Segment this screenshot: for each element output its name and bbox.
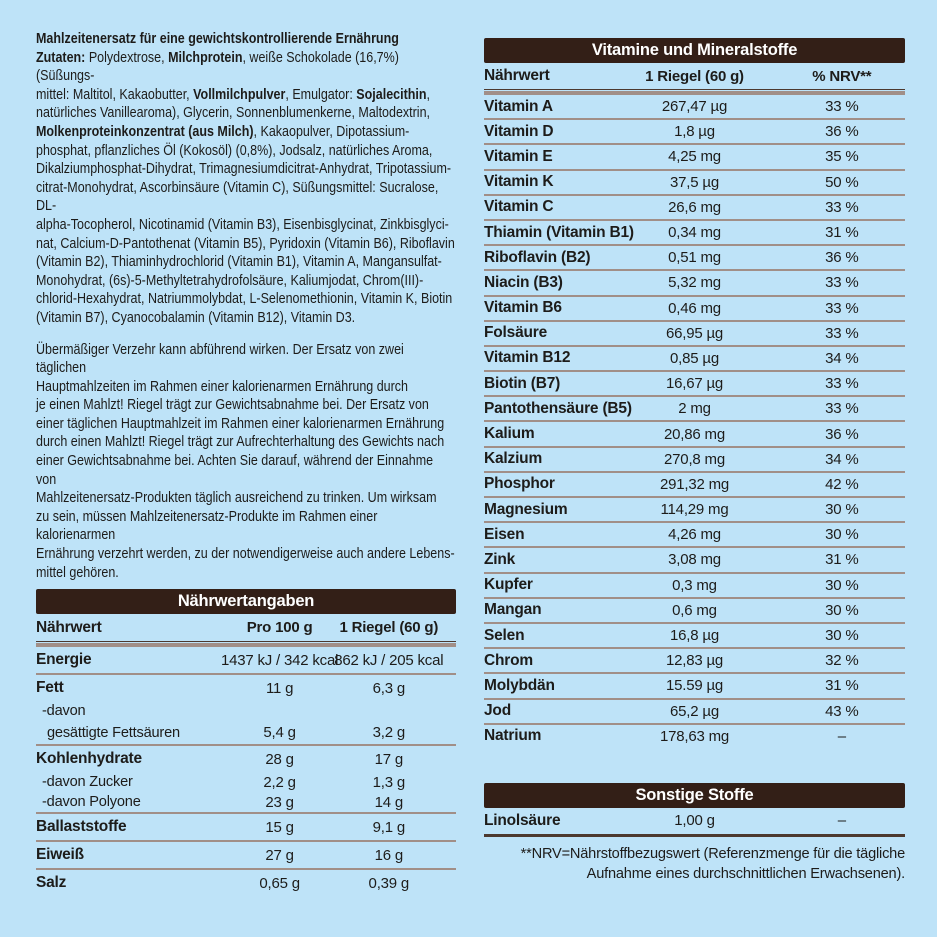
other-substances-table xyxy=(484,783,905,837)
row-label: Salz xyxy=(36,874,67,891)
row-value-nrv: 36 % xyxy=(825,425,859,443)
row-value-nrv: 30 % xyxy=(825,501,859,519)
row-value-nrv: – xyxy=(837,727,846,745)
row-value-nrv: 50 % xyxy=(825,173,859,191)
row-label: -davon Zucker xyxy=(42,774,133,790)
row-value-amount: 16,8 µg xyxy=(670,627,719,645)
row-value-per-100g: 23 g xyxy=(265,793,294,811)
table-row xyxy=(36,675,456,701)
row-value-amount: 291,32 mg xyxy=(659,475,730,493)
row-label: Vitamin B12 xyxy=(484,349,571,367)
row-value-nrv: 33 % xyxy=(825,324,859,342)
row-value-nrv: 33 % xyxy=(825,400,859,418)
table-row xyxy=(484,649,905,674)
row-label: Biotin (B7) xyxy=(484,374,561,392)
row-label: Molybdän xyxy=(484,676,555,694)
table-row xyxy=(36,701,456,721)
table-row xyxy=(36,814,456,842)
row-label: Vitamin D xyxy=(484,122,554,140)
table-row xyxy=(484,674,905,699)
row-value-nrv: 32 % xyxy=(825,652,859,670)
row-value-nrv: 31 % xyxy=(825,224,859,242)
row-value-nrv: 30 % xyxy=(825,526,859,544)
row-value-nrv: 30 % xyxy=(825,601,859,619)
table-row xyxy=(484,246,905,271)
row-label: Folsäure xyxy=(484,324,548,342)
table-row xyxy=(484,271,905,296)
row-label: Kalzium xyxy=(484,450,543,468)
row-value-nrv: 33 % xyxy=(825,299,859,317)
row-value-amount: 4,26 mg xyxy=(668,526,721,544)
row-value-per-100g: 2,2 g xyxy=(263,773,296,791)
row-value-amount: 0,6 mg xyxy=(672,601,717,619)
row-value-amount: 178,63 mg xyxy=(659,727,730,745)
table-row xyxy=(36,647,456,675)
row-label: -davon xyxy=(42,703,86,719)
table-row xyxy=(484,574,905,599)
row-value-amount: 0,34 mg xyxy=(668,224,721,242)
nutrition-table-body xyxy=(36,647,456,896)
row-value-riegel: 9,1 g xyxy=(372,818,405,836)
column-header-riegel: 1 Riegel (60 g) xyxy=(339,619,439,636)
table-row xyxy=(484,523,905,548)
other-table-body xyxy=(484,808,905,837)
row-value-nrv: 42 % xyxy=(825,475,859,493)
row-value-nrv: 34 % xyxy=(825,349,859,367)
row-label: Vitamin A xyxy=(484,97,553,115)
table-row xyxy=(484,448,905,473)
row-label: Vitamin K xyxy=(484,173,554,191)
row-value-amount: 1,00 g xyxy=(674,812,715,830)
table-row xyxy=(36,870,456,896)
other-table-title-bar: Sonstige Stoffe xyxy=(484,783,905,808)
row-label: Kupfer xyxy=(484,576,533,594)
vitamins-table-body xyxy=(484,95,905,748)
row-value-amount: 267,47 µg xyxy=(661,98,728,116)
row-value-per-100g: 1437 kJ / 342 kcal xyxy=(220,651,339,669)
row-value-riegel: 16 g xyxy=(374,846,403,864)
row-value-amount: 4,25 mg xyxy=(668,148,721,166)
row-value-amount: 0,85 µg xyxy=(670,349,719,367)
row-value-nrv: – xyxy=(837,812,846,830)
row-value-per-100g: 11 g xyxy=(265,679,294,697)
row-value-amount: 12,83 µg xyxy=(665,652,724,670)
table-row xyxy=(484,145,905,170)
column-header-amount: 1 Riegel (60 g) xyxy=(645,67,744,85)
row-value-amount: 5,32 mg xyxy=(668,274,721,292)
row-value-per-100g: 27 g xyxy=(265,846,294,864)
row-label: Fett xyxy=(36,679,64,696)
nrv-footnote: **NRV=Nährstoffbezugswert (Referenzmenge für die tägliche Aufnahme eines durchschnittlichen Erwachsenen). xyxy=(520,845,905,882)
table-row xyxy=(484,624,905,649)
row-value-per-100g: 15 g xyxy=(265,818,294,836)
row-value-per-100g: 28 g xyxy=(265,750,294,768)
row-value-amount: 0,3 mg xyxy=(672,576,717,594)
row-value-riegel: 3,2 g xyxy=(372,724,405,741)
table-row xyxy=(484,297,905,322)
ingredients-paragraph: Mahlzeitenersatz für eine gewichtskontrollierende Ernährung Zutaten: Polydextrose, Milchprotein, weiße Schokolade (16,7%) (Süßungs- mittel: Maltitol, Kakaobutter, Vollmilchpulver, Emulgator: Sojalecithin, natürliches Vanillearoma), Glycerin, Sonnenblumenkerne, Maltodextrin, Molkenproteinkonzentrat (aus Milch), Kakaopulver, Dipotassium- phosphat, pflanzliches Öl (Kokosöl) (0,8%), Jodsalz, natürliches Aroma, Dikalziumphosphat-Dihydrat, Trimagnesiumdicitrat-Anhydrat, Tripotassium- citrat-Monohydrat, Ascorbinsäure (Vitamin C), Süßungsmittel: Sucralose, DL- alpha-Tocopherol, Nicotinamid (Vitamin B3), Eisenbisglycinat, Zinkbisglyci- nat, Calcium-D-Pantothenat (Vitamin B5), Pyridoxin (Vitamin B6), Riboflavin (Vitamin B2), Thiaminhydrochlorid (Vitamin B1), Vitamin A, Mangansulfat- Monohydrat, (6s)-5-Methyltetrahydrofolsäure, Kaliumjodat, Chrom(III)- chlorid-Hexahydrat, Natriummolybdat, L-Selenomethionin, Vitamin K, Biotin (Vitamin B7), Cyanocobalamin (Vitamin B12), Vitamin D3. xyxy=(36,31,455,326)
row-label: Kohlenhydrate xyxy=(36,750,142,767)
row-value-amount: 26,6 mg xyxy=(668,198,721,216)
row-value-amount: 20,86 mg xyxy=(664,425,725,443)
row-label: Mangan xyxy=(484,601,542,619)
row-label: Linolsäure xyxy=(484,811,561,829)
table-row xyxy=(484,221,905,246)
column-header-nrv: % NRV** xyxy=(812,67,872,85)
row-label: gesättigte Fettsäuren xyxy=(47,724,180,741)
row-value-amount: 2 mg xyxy=(678,400,711,418)
row-label: Eisen xyxy=(484,525,525,543)
table-row xyxy=(484,322,905,347)
table-row xyxy=(484,196,905,221)
column-header-nutrient: Nährwert xyxy=(484,67,550,84)
row-label: Kalium xyxy=(484,425,535,443)
advice-paragraph: Übermäßiger Verzehr kann abführend wirken. Der Ersatz von zwei täglichen Hauptmahlzeiten im Rahmen einer kalorienarmen Ernährung durch je einen Mahlzt! Riegel trägt zur Gewichtsabnahme bei. Der Ersatz von einer täglichen Hauptmahlzeit im Rahmen einer kalorienarmen Ernährung durch einen Mahlzt! Riegel trägt zur Aufrechterhaltung des Gewichts nach einer Gewichtsabnahme bei. Achten Sie darauf, während der Einnahme von Mahlzeitenersatz-Produkten täglich ausreichend zu trinken. Um wirksam zu sein, müssen Mahlzeitenersatz-Produkte im Rahmen einer kalorienarmen Ernährung verzehrt werden, zu der notwendigerweise auch andere Lebens- mittel gehören. xyxy=(36,341,455,581)
row-label: Thiamin (Vitamin B1) xyxy=(484,223,634,241)
row-value-nrv: 43 % xyxy=(825,702,859,720)
row-value-riegel: 14 g xyxy=(374,793,403,811)
table-row xyxy=(484,372,905,397)
row-value-riegel: 6,3 g xyxy=(372,679,405,697)
row-label: Jod xyxy=(484,702,511,720)
row-value-amount: 0,46 mg xyxy=(668,299,721,317)
table-row xyxy=(484,808,905,837)
row-value-nrv: 31 % xyxy=(825,551,859,569)
table-row xyxy=(484,422,905,447)
row-value-nrv: 33 % xyxy=(825,274,859,292)
row-value-amount: 114,29 mg xyxy=(660,501,729,519)
table-row xyxy=(484,347,905,372)
row-label: Chrom xyxy=(484,651,533,669)
row-value-amount: 3,08 mg xyxy=(668,551,721,569)
row-value-amount: 65,2 µg xyxy=(670,702,719,720)
row-value-nrv: 33 % xyxy=(825,198,859,216)
row-label: Energie xyxy=(36,651,92,668)
table-row xyxy=(36,721,456,746)
table-row xyxy=(484,700,905,725)
table-row xyxy=(36,792,456,814)
table-row xyxy=(484,599,905,624)
table-row xyxy=(484,498,905,523)
row-value-nrv: 31 % xyxy=(825,677,859,695)
nutrition-table-title-bar: Nährwertangaben xyxy=(36,589,456,614)
column-header-nutrient: Nährwert xyxy=(36,618,102,636)
row-value-amount: 66,95 µg xyxy=(665,324,724,342)
row-value-per-100g: 0,65 g xyxy=(259,874,300,892)
row-value-per-100g: 5,4 g xyxy=(263,724,296,741)
table-row xyxy=(36,746,456,772)
row-label: Zink xyxy=(484,550,516,568)
row-value-nrv: 33 % xyxy=(825,375,859,393)
row-label: Eiweiß xyxy=(36,846,84,863)
row-label: Vitamin E xyxy=(484,147,553,165)
column-header-per-100g: Pro 100 g xyxy=(246,619,313,636)
table-row xyxy=(484,171,905,196)
row-value-nrv: 36 % xyxy=(825,123,859,141)
row-label: Riboflavin (B2) xyxy=(484,248,591,266)
vitamins-table-title-bar: Vitamine und Mineralstoffe xyxy=(484,38,905,63)
table-row xyxy=(484,397,905,422)
row-value-nrv: 36 % xyxy=(825,249,859,267)
table-row xyxy=(36,772,456,792)
row-value-riegel: 0,39 g xyxy=(368,874,410,892)
row-label: -davon Polyone xyxy=(42,794,141,810)
table-row xyxy=(484,120,905,145)
table-row xyxy=(36,842,456,870)
row-value-amount: 1,8 µg xyxy=(674,123,715,141)
nutrition-table xyxy=(36,589,456,896)
row-label: Phosphor xyxy=(484,475,555,493)
row-value-nrv: 34 % xyxy=(825,450,859,468)
right-column xyxy=(484,38,905,884)
row-value-amount: 270,8 mg xyxy=(664,450,725,468)
row-label: Niacin (B3) xyxy=(484,273,563,291)
row-label: Vitamin B6 xyxy=(484,299,562,317)
row-label: Pantothensäure (B5) xyxy=(484,399,632,417)
row-value-amount: 15.59 µg xyxy=(665,677,724,695)
table-row xyxy=(484,473,905,498)
row-label: Selen xyxy=(484,626,525,644)
row-value-riegel: 862 kJ / 205 kcal xyxy=(334,651,444,669)
row-value-amount: 37,5 µg xyxy=(670,173,719,191)
row-value-riegel: 17 g xyxy=(374,750,403,768)
table-row xyxy=(484,725,905,748)
row-value-nrv: 30 % xyxy=(825,576,859,594)
table-row xyxy=(484,95,905,120)
row-label: Magnesium xyxy=(484,500,568,518)
row-value-amount: 0,51 mg xyxy=(668,249,721,267)
nutrition-table-header-row xyxy=(36,614,456,641)
left-text-column xyxy=(36,30,456,582)
row-value-riegel: 1,3 g xyxy=(372,773,405,791)
row-value-nrv: 33 % xyxy=(825,98,859,116)
row-label: Vitamin C xyxy=(484,198,554,216)
table-row xyxy=(484,548,905,573)
row-value-amount: 16,67 µg xyxy=(665,375,724,393)
vitamins-table-header-row xyxy=(484,63,905,89)
row-value-nrv: 30 % xyxy=(825,627,859,645)
row-value-nrv: 35 % xyxy=(825,148,859,166)
row-label: Ballaststoffe xyxy=(36,818,127,835)
row-label: Natrium xyxy=(484,727,542,745)
